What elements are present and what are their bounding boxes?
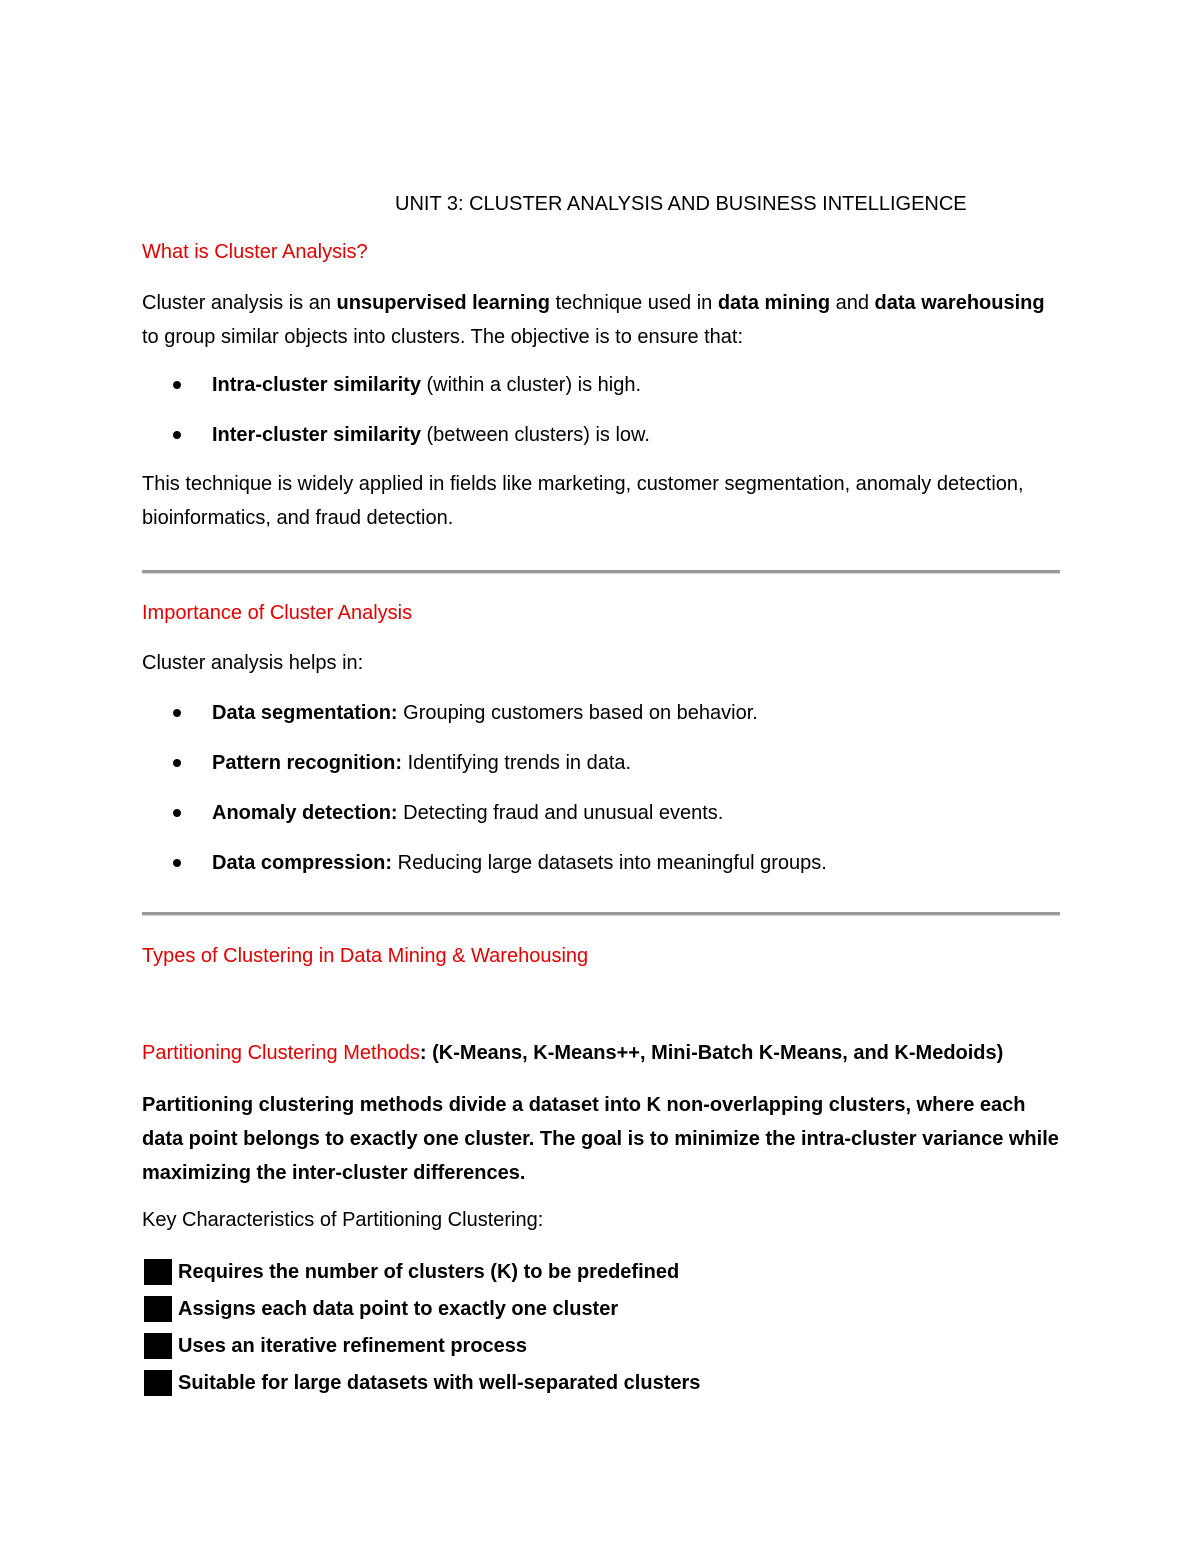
bullet-dot-icon <box>173 859 181 867</box>
intro-text-3: and <box>830 292 875 314</box>
bullet-bold: Data compression: <box>212 852 393 874</box>
importance-bullet-list <box>142 696 1060 896</box>
intro-bold-2: data mining <box>717 292 831 314</box>
intro-bold-1: unsupervised learning <box>336 292 550 314</box>
bullet-text: Identifying trends in data. <box>402 752 632 774</box>
partitioning-subheading-red: Partitioning Clustering Methods <box>142 1042 420 1064</box>
list-item <box>142 418 1060 468</box>
key-characteristics-label: Key Characteristics of Partitioning Clustering: <box>142 1209 544 1231</box>
similarity-bullet-list <box>142 368 1060 468</box>
bullet-dot-icon <box>173 431 181 439</box>
characteristics-list <box>142 1256 1060 1404</box>
list-item <box>142 1330 1060 1367</box>
list-item <box>142 368 1060 418</box>
black-square-icon <box>144 1333 172 1359</box>
section-divider <box>142 570 1060 574</box>
bullet-text: Grouping customers based on behavior. <box>397 702 758 724</box>
black-square-icon <box>144 1296 172 1322</box>
section-heading-types-of-clustering: Types of Clustering in Data Mining & Warehousing <box>142 945 589 967</box>
bullet-text: (between clusters) is low. <box>420 424 650 446</box>
characteristic-text: Requires the number of clusters (K) to be predefined <box>178 1261 680 1283</box>
partitioning-subheading-rest: : (K-Means, K-Means++, Mini-Batch K-Means, and K-Medoids) <box>419 1042 1004 1064</box>
list-item <box>142 1293 1060 1330</box>
bullet-text: Detecting fraud and unusual events. <box>397 802 724 824</box>
bullet-dot-icon <box>173 809 181 817</box>
section-heading-what-is-cluster-analysis: What is Cluster Analysis? <box>142 241 368 263</box>
section1-intro-paragraph <box>142 286 1060 354</box>
bullet-bold: Data segmentation: <box>212 702 398 724</box>
black-square-icon <box>144 1370 172 1396</box>
section-heading-importance: Importance of Cluster Analysis <box>142 602 413 624</box>
black-square-icon <box>144 1259 172 1285</box>
list-item <box>142 696 1060 746</box>
bullet-text: Reducing large datasets into meaningful groups. <box>392 852 827 874</box>
partitioning-subheading <box>142 1042 1060 1065</box>
list-item <box>142 796 1060 846</box>
bullet-dot-icon <box>173 381 181 389</box>
section2-intro: Cluster analysis helps in: <box>142 652 364 674</box>
bullet-text: (within a cluster) is high. <box>420 374 642 396</box>
list-item <box>142 1367 1060 1404</box>
characteristic-text: Assigns each data point to exactly one cluster <box>178 1298 619 1320</box>
bullet-bold: Intra-cluster similarity <box>212 374 421 396</box>
intro-text-4: to group similar objects into clusters. The objective is to ensure that: <box>142 326 744 348</box>
bullet-dot-icon <box>173 759 181 767</box>
characteristic-text: Uses an iterative refinement process <box>178 1335 528 1357</box>
bullet-bold: Anomaly detection: <box>212 802 398 824</box>
intro-text-1: Cluster analysis is an <box>142 292 337 314</box>
page-title: UNIT 3: CLUSTER ANALYSIS AND BUSINESS INTELLIGENCE <box>395 193 967 215</box>
list-item <box>142 1256 1060 1293</box>
characteristic-text: Suitable for large datasets with well-separated clusters <box>178 1372 701 1394</box>
partitioning-description: Partitioning clustering methods divide a dataset into K non-overlapping clusters, where each data point belongs to exactly one cluster. The goal is to minimize the intra-cluster variance while maximizing the inter-cluster differences. <box>142 1094 1059 1184</box>
intro-bold-3: data warehousing <box>874 292 1045 314</box>
bullet-dot-icon <box>173 709 181 717</box>
section1-closing-paragraph: This technique is widely applied in fields like marketing, customer segmentation, anomaly detection, bioinformatics, and fraud detection. <box>142 473 1024 529</box>
bullet-bold: Pattern recognition: <box>212 752 403 774</box>
list-item <box>142 846 1060 896</box>
list-item <box>142 746 1060 796</box>
section-divider <box>142 912 1060 916</box>
bullet-bold: Inter-cluster similarity <box>212 424 421 446</box>
intro-text-2: technique used in <box>549 292 718 314</box>
